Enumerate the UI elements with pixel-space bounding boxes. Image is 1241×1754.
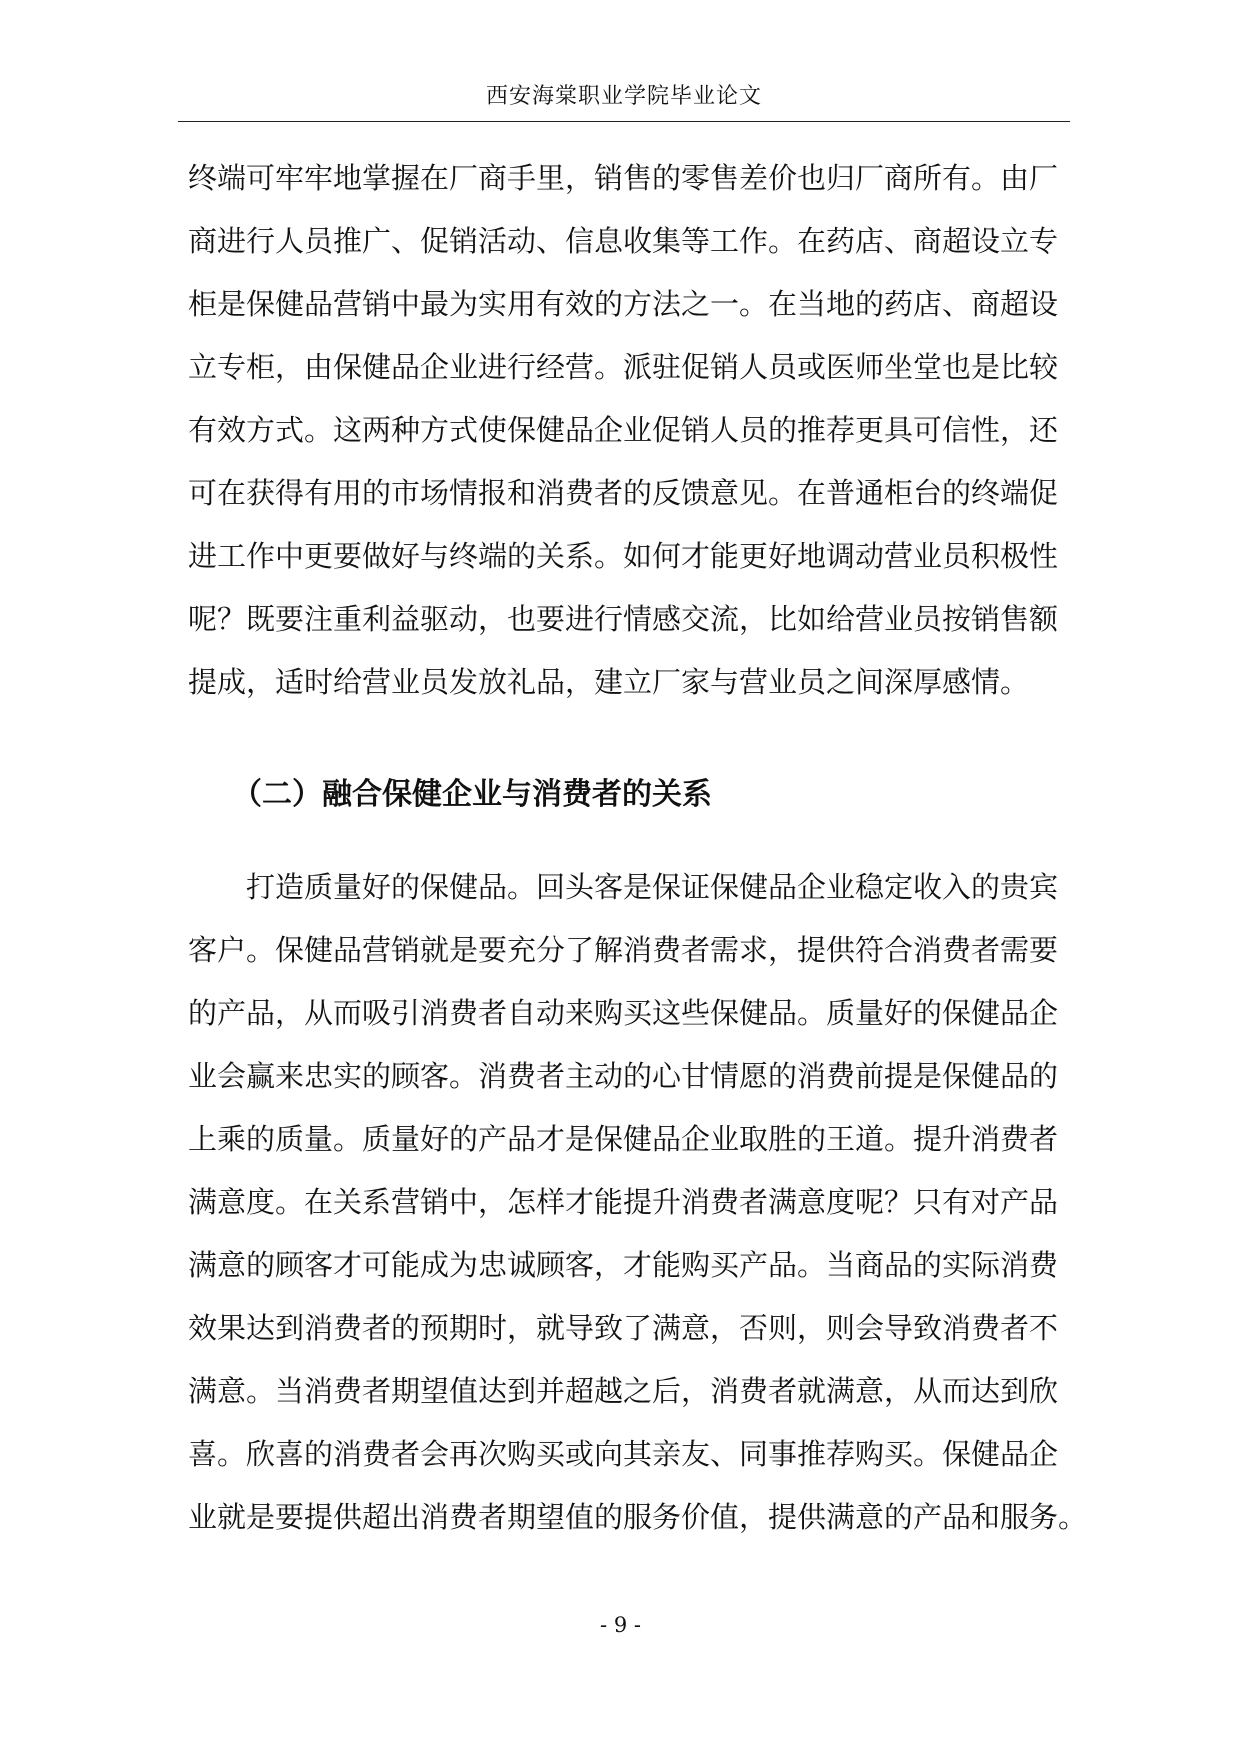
paragraph-line: 满意的顾客才可能成为忠诚顾客，才能购买产品。当商品的实际消费 — [188, 1248, 1059, 1282]
page-number: - 9 - — [600, 1613, 641, 1637]
paragraph-line: 提成，适时给营业员发放礼品，建立厂家与营业员之间深厚感情。 — [188, 665, 1030, 699]
paragraph-line: 业会赢来忠实的顾客。消费者主动的心甘情愿的消费前提是保健品的 — [188, 1059, 1059, 1093]
paragraph-line: 满意度。在关系营销中，怎样才能提升消费者满意度呢？只有对产品 — [188, 1185, 1059, 1219]
paragraph-line: 的产品，从而吸引消费者自动来购买这些保健品。质量好的保健品企 — [188, 996, 1059, 1030]
paragraph-line: 立专柜，由保健品企业进行经营。派驻促销人员或医师坐堂也是比较 — [188, 350, 1059, 384]
section-heading: （二）融合保健企业与消费者的关系 — [232, 777, 712, 812]
paragraph-line: 可在获得有用的市场情报和消费者的反馈意见。在普通柜台的终端促 — [188, 476, 1059, 510]
paragraph-line: 打造质量好的保健品。回头客是保证保健品企业稳定收入的贵宾 — [246, 870, 1059, 904]
header-rule — [178, 121, 1070, 122]
paragraph-line: 呢？既要注重利益驱动，也要进行情感交流，比如给营业员按销售额 — [188, 602, 1059, 636]
paragraph-line: 柜是保健品营销中最为实用有效的方法之一。在当地的药店、商超设 — [188, 287, 1059, 321]
paragraph-line: 满意。当消费者期望值达到并超越之后，消费者就满意，从而达到欣 — [188, 1374, 1059, 1408]
paragraph-line: 业就是要提供超出消费者期望值的服务价值，提供满意的产品和服务。 — [188, 1500, 1088, 1534]
paragraph-line: 效果达到消费者的预期时，就导致了满意，否则，则会导致消费者不 — [188, 1311, 1059, 1345]
paragraph-line: 商进行人员推广、促销活动、信息收集等工作。在药店、商超设立专 — [188, 224, 1059, 258]
paragraph-line: 终端可牢牢地掌握在厂商手里，销售的零售差价也归厂商所有。由厂 — [188, 161, 1059, 195]
running-header: 西安海棠职业学院毕业论文 — [485, 84, 762, 109]
paragraph-line: 客户。保健品营销就是要充分了解消费者需求，提供符合消费者需要 — [188, 933, 1059, 967]
paragraph-line: 有效方式。这两种方式使保健品企业促销人员的推荐更具可信性，还 — [188, 413, 1059, 447]
paragraph-line: 喜。欣喜的消费者会再次购买或向其亲友、同事推荐购买。保健品企 — [188, 1437, 1059, 1471]
paragraph-line: 进工作中更要做好与终端的关系。如何才能更好地调动营业员积极性 — [188, 539, 1059, 573]
paragraph-line: 上乘的质量。质量好的产品才是保健品企业取胜的王道。提升消费者 — [188, 1122, 1059, 1156]
